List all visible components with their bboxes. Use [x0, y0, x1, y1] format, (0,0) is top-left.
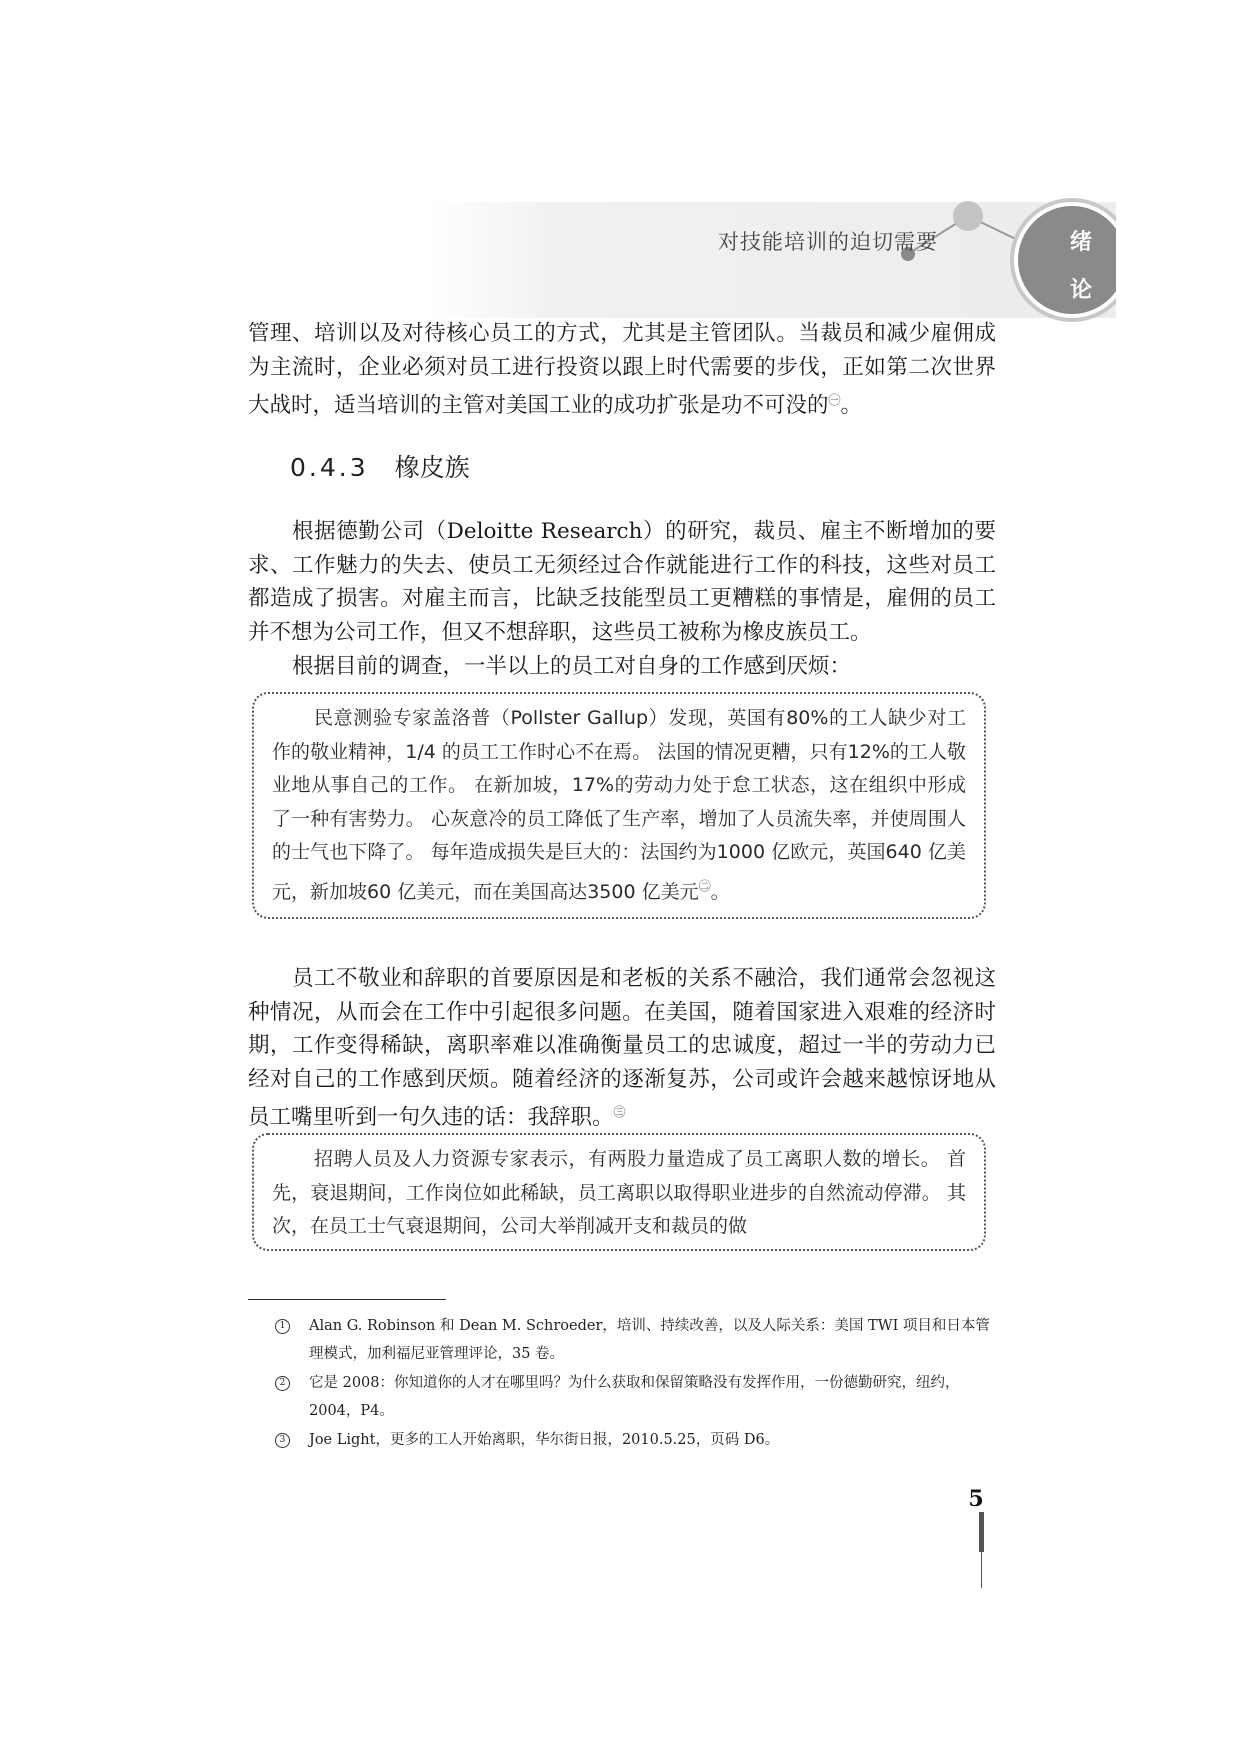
chapter-tab [1016, 197, 1126, 317]
footnote-1: 1 Alan G. Robinson 和 Dean M. Schroeder，培训、持续改善，以及人际关系：美国 TWI 项目和日本管理模式，加利福尼亚管理评论，35 卷。 [275, 1312, 995, 1368]
footnote-ref-3: ㊂ [613, 1105, 626, 1120]
quote-text-recruiters: 招聘人员及人力资源专家表示，有两股力量造成了员工离职人数的增长。 首先，衰退期间，工作岗位如此稀缺，员工离职以取得职业进步的自然流动停滞。 其次，在员工士气衰退期间，公司大举削减开支和裁员的做 [272, 1148, 966, 1237]
chapter-char-top: 绪 [1069, 230, 1092, 255]
footnote-ref-2: ㊁ [698, 878, 711, 893]
intro-paragraph: 管理、培训以及对待核心员工的方式，尤其是主管团队。当裁员和减少雇佣成为主流时，企业必须对员工进行投资以跟上时代需要的步伐，正如第二次世界大战时，适当培训的主管对美国工业的成功扩张是功不可没的$^㊀$。 [248, 321, 996, 419]
quote-text-gallup: 民意测验专家盖洛普（Pollster Gallup）发现，英国有80%的工人缺少对工作的敬业精神，1/4 的员工工作时心不在焉。 法国的情况更糟，只有12%的工人敬业地从事自己的工作。 在新加坡，17%的劳动力处于怠工状态，这在组织中形成了一种有害势力。 心灰意冷的员工降低了生产率，增加了人员流失率，并使周围人的士气也下降了。 每年造成损失是巨大的：法国约为1000 亿欧元，英国640 亿美元，新加坡60 亿美元，而在美国高达3500 亿美元$^㊁$。 [272, 707, 966, 903]
page-edge-mask [1116, 180, 1240, 340]
chapter-char-bottom: 论 [1069, 278, 1092, 303]
quote-box-recruiters [252, 1133, 986, 1251]
section-title-text: 橡皮族 [394, 453, 470, 482]
footnote-marker-2: 2 [275, 1376, 290, 1391]
footnote-2: 2 它是 2008：你知道你的人才在哪里吗？为什么获取和保留策略没有发挥作用，一份德勤研究，纽约，2004，P4。 [275, 1369, 995, 1425]
footnotes [275, 1312, 995, 1455]
footnote-marker-1: 1 [275, 1319, 290, 1334]
page-marker-bar [979, 1512, 984, 1552]
page-number: 5 [968, 1486, 984, 1512]
section-heading [290, 448, 470, 484]
page-marker-line [981, 1552, 982, 1588]
medium-dot [953, 201, 983, 231]
footnote-divider [248, 1299, 446, 1300]
body-paragraph-2: 根据目前的调查，一半以上的员工对自身的工作感到厌烦： [292, 654, 852, 679]
quote-box-gallup [252, 692, 986, 919]
section-number: 0.4.3 [290, 453, 369, 482]
body-paragraph-3: 员工不敬业和辞职的首要原因是和老板的关系不融洽，我们通常会忽视这种情况，从而会在工作中引起很多问题。在美国，随着国家进入艰难的经济时期，工作变得稀缺，离职率难以准确衡量员工的忠诚度，超过一半的劳动力已经对自己的工作感到厌烦。随着经济的逐渐复苏，公司或许会越来越惊讶地从员工嘴里听到一句久违的话：我辞职。$^㊂$ [248, 966, 996, 1131]
footnote-3: 3 Joe Light，更多的工人开始离职，华尔街日报，2010.5.25，页码 D6。 [275, 1426, 995, 1454]
footnote-marker-3: 3 [275, 1433, 290, 1448]
body-paragraph-1: 根据德勤公司（Deloitte Research）的研究，裁员、雇主不断增加的要求、工作魅力的失去、使员工无须经过合作就能进行工作的科技，这些对员工都造成了损害。对雇主而言，比缺乏技能型员工更糟糕的事情是，雇佣的员工并不想为公司工作，但又不想辞职，这些员工被称为橡皮族员工。 [248, 519, 996, 645]
footnote-ref-1: ㊀ [828, 393, 841, 408]
running-head: 对技能培训的迫切需要 [718, 230, 938, 254]
